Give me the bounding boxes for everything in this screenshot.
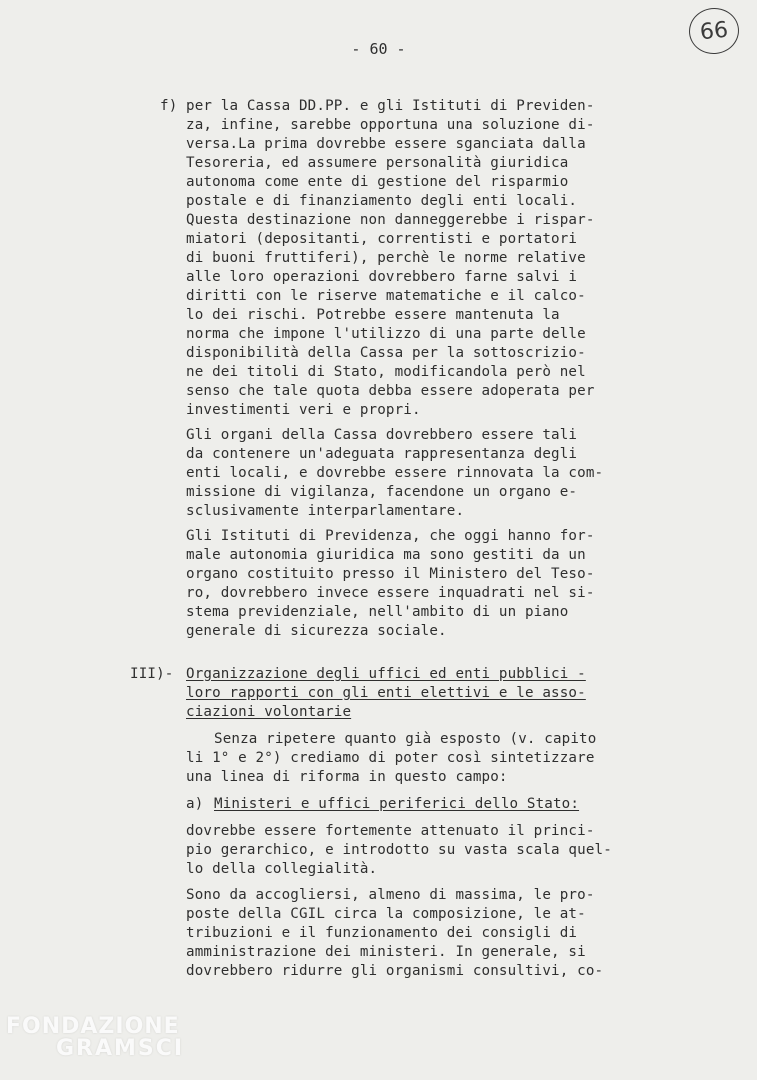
text-line: sclusivamente interparlamentare. (186, 503, 465, 519)
text-line: dovrebbe essere fortemente attenuato il princi- (186, 823, 595, 839)
section-f-label: f) (160, 98, 178, 114)
text-line: generale di sicurezza sociale. (186, 623, 447, 639)
archive-watermark-logo (6, 1016, 184, 1060)
text-line: poste della CGIL circa la composizione, le at- (186, 906, 586, 922)
text-line: miatori (depositanti, correntisti e portatori (186, 231, 578, 247)
text-line: Gli organi della Cassa dovrebbero essere tali (186, 427, 578, 443)
text-line: lo della collegialità. (186, 861, 378, 877)
watermark-line-1: FONDAZIONE (6, 1014, 180, 1039)
text-line: versa.La prima dovrebbe essere sganciata dalla (186, 136, 586, 152)
text-line: ne dei titoli di Stato, modificandola però nel (186, 364, 586, 380)
text-line: ro, dovrebbero invece essere inquadrati nel si- (186, 585, 595, 601)
text-line: norma che impone l'utilizzo di una parte delle (186, 326, 586, 342)
watermark-line-2: GRAMSCI (56, 1036, 185, 1061)
text-line: una linea di riforma in questo campo: (186, 769, 508, 785)
text-line: disponibilità della Cassa per la sottoscrizio- (186, 345, 586, 361)
text-line: Sono da accogliersi, almeno di massima, le pro- (186, 887, 595, 903)
section-III-heading: Organizzazione degli uffici ed enti pubblici - (186, 666, 586, 682)
text-line: lo dei rischi. Potrebbe essere mantenuta la (186, 307, 560, 323)
text-line: Gli Istituti di Previdenza, che oggi hanno for- (186, 528, 595, 544)
page-number: - 60 - (351, 40, 406, 58)
text-line: amministrazione dei ministeri. In generale, si (186, 944, 586, 960)
text-line: per la Cassa DD.PP. e gli Istituti di Previden- (186, 98, 595, 114)
text-line: missione di vigilanza, facendone un organo e- (186, 484, 578, 500)
text-line: male autonomia giuridica ma sono gestiti da un (186, 547, 586, 563)
text-line: tribuzioni e il funzionamento dei consigli di (186, 925, 578, 941)
text-line: organo costituito presso il Ministero del Teso- (186, 566, 595, 582)
text-line: stema previdenziale, nell'ambito di un piano (186, 604, 569, 620)
text-line: enti locali, e dovrebbe essere rinnovata la com- (186, 465, 604, 481)
text-line: pio gerarchico, e introdotto su vasta scala quel- (186, 842, 612, 858)
text-line: dovrebbero ridurre gli organismi consultivi, co- (186, 963, 604, 979)
section-III-label: III)- (130, 666, 174, 682)
text-line: da contenere un'adeguata rappresentanza degli (186, 446, 578, 462)
subsection-a-label: a) (186, 796, 204, 812)
text-line: li 1° e 2°) crediamo di poter così sintetizzare (186, 750, 595, 766)
text-line: senso che tale quota debba essere adoperata per (186, 383, 595, 399)
text-line: investimenti veri e propri. (186, 402, 421, 418)
text-line: za, infine, sarebbe opportuna una soluzione di- (186, 117, 595, 133)
section-III-heading: loro rapporti con gli enti elettivi e le asso- (186, 685, 586, 701)
text-line: Tesoreria, ed assumere personalità giuridica (186, 155, 569, 171)
text-line: di buoni fruttiferi), perchè le norme relative (186, 250, 586, 266)
section-III-heading: ciazioni volontarie (186, 704, 352, 720)
text-line: Questa destinazione non danneggerebbe i rispar- (186, 212, 595, 228)
text-line: diritti con le riserve matematiche e il calco- (186, 288, 586, 304)
archive-folio-number: 66 (687, 6, 742, 57)
text-line: autonoma come ente di gestione del risparmio (186, 174, 569, 190)
text-line: Senza ripetere quanto già esposto (v. capito (214, 731, 597, 747)
text-line: alle loro operazioni dovrebbero farne salvi i (186, 269, 578, 285)
subsection-a-heading: Ministeri e uffici periferici dello Stato: (214, 796, 580, 812)
text-line: postale e di finanziamento degli enti locali. (186, 193, 578, 209)
